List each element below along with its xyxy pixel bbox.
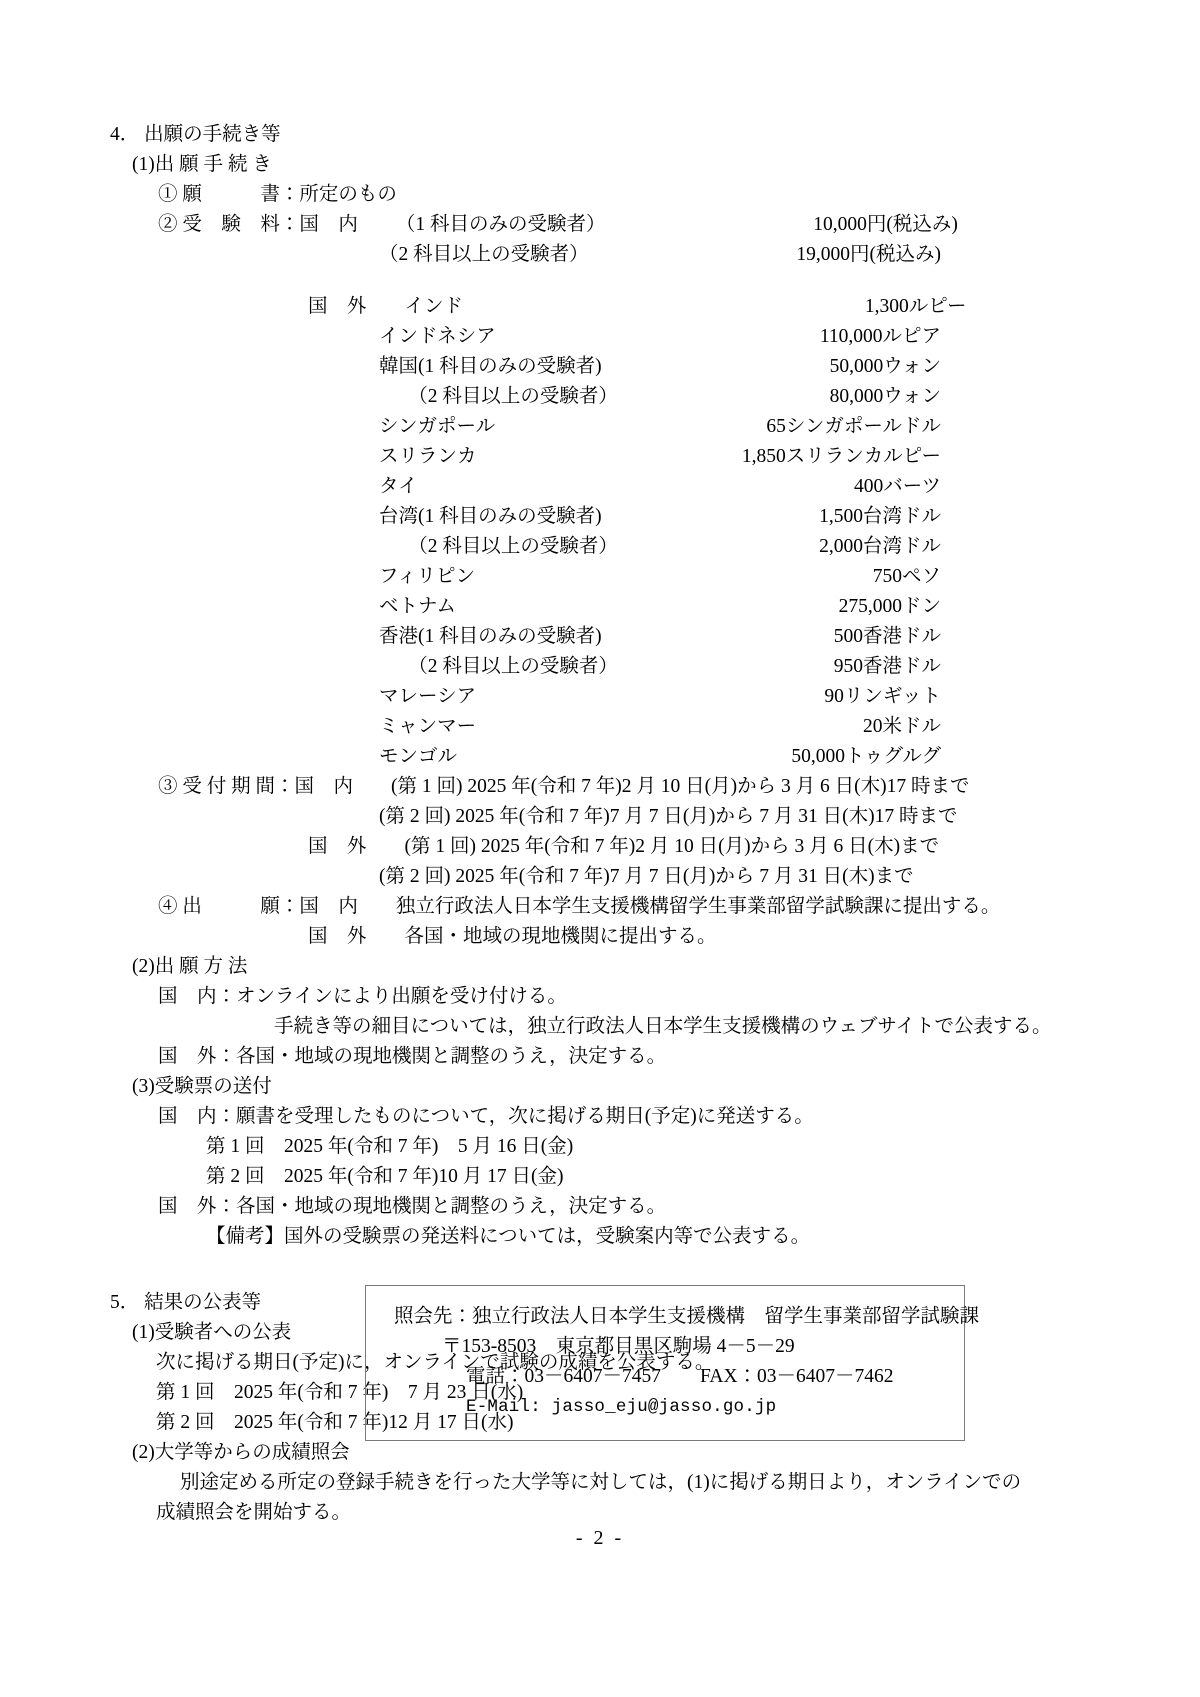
period-text: (第 2 回) 2025 年(令和 7 年)7 月 7 日(月)から 7 月 31 日(木)まで — [379, 866, 914, 887]
fee-amount: 275,000ドン — [838, 596, 941, 617]
period-text: (第 1 回) 2025 年(令和 7 年)2 月 10 日(月)から 3 月 6 日(木)17 時まで — [391, 776, 970, 797]
section-5-1-text: 次に掲げる期日(予定)に，オンラインで試験の成績を公表する。 — [156, 1352, 715, 1373]
fee-amount: 950香港ドル — [833, 656, 941, 677]
period-domestic-label: 国 内 — [294, 776, 354, 797]
fee-overseas-label: 国 外 — [308, 296, 367, 317]
fee-amount: 80,000ウォン — [829, 386, 941, 407]
fee-amount: 400バーツ — [854, 476, 941, 497]
submission-row-domestic — [158, 892, 1090, 922]
item-fee-label: ② 受 験 料： — [158, 214, 300, 235]
ticket-date-1: 第 1 回 2025 年(令和 7 年) 5 月 16 日(金) — [206, 1136, 574, 1157]
ticket-overseas-label: 国 外： — [158, 1196, 237, 1217]
fee-row-overseas-3 — [158, 352, 1090, 382]
method-overseas-text: 各国・地域の現地機関と調整のうえ，決定する。 — [236, 1046, 667, 1067]
fee-category: インド — [404, 296, 464, 317]
fee-amount: 10,000円(税込み) — [813, 214, 958, 235]
submission-row-overseas — [158, 922, 1090, 952]
contact-box — [365, 1285, 980, 1441]
result-date-2: 第 2 回 2025 年(令和 7 年)12 月 17 日(水) — [156, 1412, 514, 1433]
fee-amount: 1,300ルピー — [864, 296, 967, 317]
item-submission-label: ④ 出 願： — [158, 896, 300, 917]
fee-category: 韓国(1 科目のみの受験者) — [379, 356, 602, 377]
section-5-2-text-line1: 別途定める所定の登録手続きを行った大学等に対しては，(1)に掲げる期日より，オンラインでの — [180, 1472, 1022, 1493]
spacer — [110, 1252, 1090, 1288]
fee-row-overseas-9 — [158, 532, 1090, 562]
method-overseas-label: 国 外： — [158, 1046, 237, 1067]
fee-category: 香港(1 科目のみの受験者) — [379, 626, 602, 647]
submission-domestic-text: 独立行政法人日本学生支援機構留学生事業部留学試験課に提出する。 — [395, 896, 1001, 917]
period-row-overseas-2 — [158, 862, 1090, 892]
fee-amount: 20米ドル — [862, 716, 941, 737]
fee-amount: 1,500台湾ドル — [819, 506, 941, 527]
fee-row-overseas-1 — [158, 292, 1090, 322]
submission-overseas-label: 国 外 — [308, 926, 367, 947]
ticket-row-domestic — [158, 1102, 1090, 1132]
item-application-form: ① 願 書：所定のもの — [158, 184, 397, 205]
fee-category: （2 科目以上の受験者） — [379, 386, 618, 407]
fee-amount: 90リンギット — [824, 686, 941, 707]
spacer — [110, 270, 1090, 292]
fee-category: ミャンマー — [379, 716, 477, 737]
fee-row-overseas-8 — [158, 502, 1090, 532]
section-4-3-heading: (3)受験票の送付 — [132, 1076, 272, 1097]
section-5-2-text-line2: 成績照会を開始する。 — [156, 1502, 352, 1523]
section-5-2-heading: (2)大学等からの成績照会 — [132, 1442, 350, 1463]
item-period-label: ③ 受 付 期 間： — [158, 776, 295, 797]
contact-email: E-Mail: jasso_eju@jasso.go.jp — [466, 1397, 777, 1417]
fee-category: フィリピン — [379, 566, 475, 587]
fee-category: 台湾(1 科目のみの受験者) — [379, 506, 602, 527]
fee-row-overseas-4 — [158, 382, 1090, 412]
fee-category: （2 科目以上の受験者） — [379, 536, 618, 557]
fee-amount: 50,000ウォン — [829, 356, 941, 377]
method-row-domestic — [158, 982, 1090, 1012]
fee-row-overseas-14 — [158, 682, 1090, 712]
fee-row-domestic-1 — [158, 210, 1090, 240]
period-row-domestic-2 — [158, 802, 1090, 832]
section-5-heading: 5． 結果の公表等 — [110, 1292, 262, 1313]
fee-category: （1 科目のみの受験者） — [395, 214, 606, 235]
fee-row-overseas-12 — [158, 622, 1090, 652]
section-5-1-heading: (1)受験者への公表 — [132, 1322, 292, 1343]
contact-organization: 照会先：独立行政法人日本学生支援機構 留学生事業部留学試験課 — [394, 1306, 980, 1327]
submission-domestic-label: 国 内 — [299, 896, 358, 917]
fee-amount: 65シンガポールドル — [766, 416, 941, 437]
ticket-row-overseas — [158, 1192, 1090, 1222]
section-4-2-heading: (2)出 願 方 法 — [132, 956, 248, 977]
fee-amount: 50,000トゥグルグ — [791, 746, 941, 767]
ticket-note: 【備考】国外の受験票の発送料については，受験案内等で公表する。 — [206, 1226, 811, 1247]
fee-category: （2 科目以上の受験者） — [379, 656, 618, 677]
period-row-domestic-1 — [158, 772, 1090, 802]
fee-category: マレーシア — [379, 686, 477, 707]
fee-row-overseas-10 — [158, 562, 1090, 592]
fee-amount: 1,850スリランカルピー — [741, 446, 941, 467]
method-domestic-text2: 手続き等の細目については，独立行政法人日本学生支援機構のウェブサイトで公表する。 — [274, 1016, 1052, 1037]
fee-category: ベトナム — [379, 596, 457, 617]
fee-row-overseas-5 — [158, 412, 1090, 442]
fee-domestic-label: 国 内 — [299, 214, 358, 235]
method-row-domestic-detail — [158, 1012, 1090, 1042]
ticket-date-2: 第 2 回 2025 年(令和 7 年)10 月 17 日(金) — [206, 1166, 564, 1187]
page-number: - 2 - — [575, 1527, 625, 1549]
ticket-overseas-text: 各国・地域の現地機関と調整のうえ，決定する。 — [236, 1196, 667, 1217]
fee-amount: 750ペソ — [872, 566, 941, 587]
period-overseas-label: 国 外 — [308, 836, 367, 857]
fee-amount: 2,000台湾ドル — [819, 536, 941, 557]
fee-row-domestic-2 — [158, 240, 1090, 270]
fee-row-overseas-11 — [158, 592, 1090, 622]
ticket-domestic-label: 国 内： — [158, 1106, 237, 1127]
method-domestic-label: 国 内： — [158, 986, 237, 1007]
fee-amount: 110,000ルピア — [819, 326, 941, 347]
fee-category: インドネシア — [379, 326, 496, 347]
section-4-heading: 4． 出願の手続き等 — [110, 124, 281, 145]
fee-category: シンガポール — [379, 416, 496, 437]
fee-row-overseas-13 — [158, 652, 1090, 682]
fee-category: モンゴル — [379, 746, 458, 767]
fee-row-overseas-7 — [158, 472, 1090, 502]
fee-row-overseas-15 — [158, 712, 1090, 742]
result-date-1: 第 1 回 2025 年(令和 7 年) 7 月 23 日(水) — [156, 1382, 524, 1403]
fee-category: スリランカ — [379, 446, 477, 467]
fee-row-overseas-6 — [158, 442, 1090, 472]
period-row-overseas-1 — [158, 832, 1090, 862]
fee-category: （2 科目以上の受験者） — [379, 244, 589, 265]
period-text: (第 2 回) 2025 年(令和 7 年)7 月 7 日(月)から 7 月 31 日(木)17 時まで — [379, 806, 958, 827]
fee-amount: 500香港ドル — [833, 626, 941, 647]
contact-phone-fax: 電話：03－6407－7457 FAX：03－6407－7462 — [466, 1366, 894, 1387]
submission-overseas-text: 各国・地域の現地機関に提出する。 — [404, 926, 717, 947]
method-row-overseas — [158, 1042, 1090, 1072]
fee-category: タイ — [379, 476, 418, 497]
section-4-1-heading: (1)出 願 手 続 き — [132, 154, 272, 175]
period-text: (第 1 回) 2025 年(令和 7 年)2 月 10 日(月)から 3 月 6 日(木)まで — [404, 836, 940, 857]
method-domestic-text: オンラインにより出願を受け付ける。 — [236, 986, 567, 1007]
fee-amount: 19,000円(税込み) — [796, 244, 941, 265]
fee-row-overseas-2 — [158, 322, 1090, 352]
contact-address: 〒153-8503 東京都目黒区駒場 4－5－29 — [442, 1336, 795, 1357]
fee-row-overseas-16 — [158, 742, 1090, 772]
ticket-domestic-text: 願書を受理したものについて，次に掲げる期日(予定)に発送する。 — [236, 1106, 814, 1127]
